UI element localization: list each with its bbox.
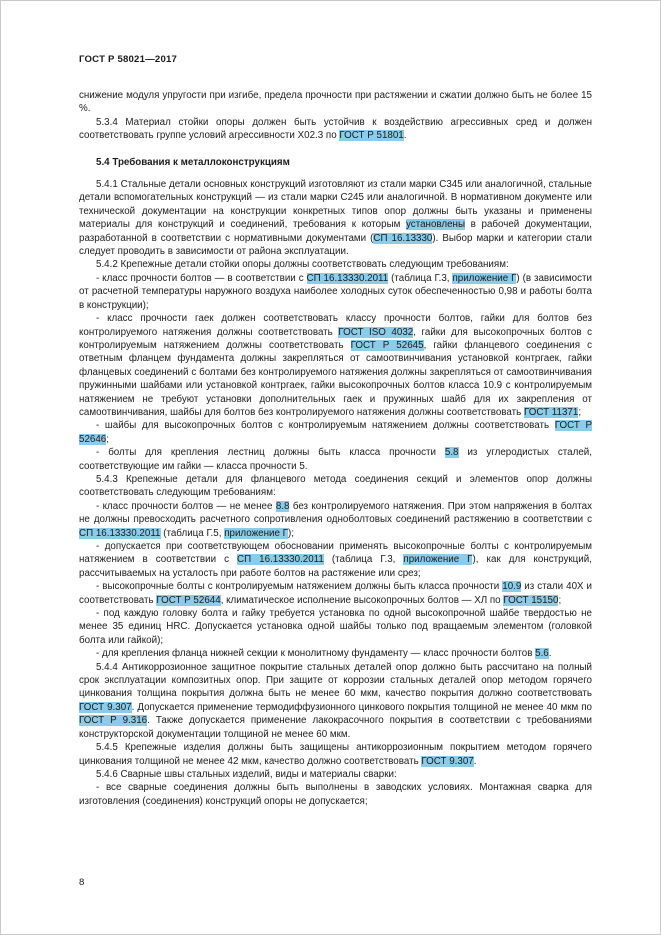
text-run: . <box>403 130 407 142</box>
text-run: - для крепления фланца нижней секции к монолитному фундаменту — класс прочности болтов <box>96 648 536 660</box>
text-run: 5.4.3 Крепежные детали для фланцевого метода соединения секций и элементов опор должны соответствовать следующим требованиям: <box>79 473 592 499</box>
paragraph <box>79 178 592 258</box>
reference-link-highlight[interactable]: 8.8 <box>275 500 290 512</box>
reference-link-highlight[interactable]: СП 16.13330 <box>373 232 433 244</box>
text-run: . <box>548 648 552 660</box>
reference-link-highlight[interactable]: ГОСТ 11371 <box>523 406 579 418</box>
reference-link-highlight[interactable]: 10.9 <box>502 581 522 593</box>
text-run: (таблица Г.5, <box>160 527 225 539</box>
paragraph <box>79 647 592 660</box>
text-run: - допускается при соответствующем обосновании применять высокопрочные болты с контролируемым натяжением в соответствии с <box>79 541 592 566</box>
reference-link-highlight[interactable]: приложение Г <box>224 527 288 539</box>
text-run: - класс прочности болтов — в соответствии с <box>96 272 307 284</box>
text-run: (таблица Г.3, <box>388 272 453 284</box>
reference-link-highlight[interactable]: приложение Г <box>452 272 517 284</box>
text-run: ). Выбор марки и категории стали следует проводить в зависимости от района эксплуатации. <box>79 232 592 258</box>
reference-link-highlight[interactable]: установлены <box>406 219 465 231</box>
text-run: ); <box>287 527 294 539</box>
reference-link-highlight[interactable]: 5.8 <box>444 447 459 459</box>
text-run: , гайки для высокопрочных болтов с контролируемым натяжением должны соответствовать <box>79 326 592 351</box>
paragraph <box>79 768 592 781</box>
text-run: ; <box>558 594 562 606</box>
paragraph <box>79 580 592 607</box>
paragraph <box>79 89 592 116</box>
reference-link-highlight[interactable]: приложение Г <box>403 554 473 566</box>
text-run: . Допускается применение термодиффузионного цинкового покрытия толщиной не менее 40 мкм по <box>131 701 592 713</box>
text-run: - все сварные соединения должны быть выполнены в заводских условиях. Монтажная сварка для изготовления (соединения) конструкций опоры не допускается; <box>79 782 592 807</box>
text-run: - болты для крепления лестниц должны быть класса прочности <box>96 447 445 459</box>
section-heading <box>79 156 592 169</box>
paragraph <box>79 116 592 143</box>
text-run: ; <box>578 406 582 418</box>
paragraph <box>79 741 592 768</box>
text-run: в рабочей документации, разработанной в соответствии с нормативными документами ( <box>79 219 592 244</box>
text-run: 5.4.4 Антикоррозионное защитное покрытие стальных деталей опор должно быть рассчитано на полный срок эксплуатации композитных опор. При защите от коррозии стальных деталей опор методом горячего цинкования толщина покрытия должна быть не менее 60 мкм, качество покрытия должно соответствовать <box>79 661 592 700</box>
document-header: ГОСТ Р 58021—2017 <box>79 54 178 65</box>
paragraph <box>79 500 592 540</box>
reference-link-highlight[interactable]: ГОСТ Р 9.316 <box>79 715 148 727</box>
page-number: 8 <box>79 877 85 888</box>
text-run: из углеродистых сталей, соответствующие им гайки — класса прочности 5. <box>79 447 592 472</box>
text-run: без контролируемого натяжения. При этом напряжения в болтах не должны превосходить расчетного сопротивления одноболтовых соединений растяжению в соответствии с <box>79 500 592 526</box>
paragraph <box>79 661 592 741</box>
text-run: ) (в зависимости от расчетной температуры наружного воздуха наиболее холодных суток обеспеченностью 0,98 и работы болта в конструкции); <box>79 272 592 311</box>
paragraph <box>79 540 592 580</box>
reference-link-highlight[interactable]: ГОСТ 9.307 <box>421 755 474 767</box>
text-run: - класс прочности болтов — не менее <box>96 500 276 512</box>
text-run: 5.3.4 Материал стойки опоры должен быть устойчив к воздействию агрессивных сред и должен соответствовать группе условий агрессивности Х02.3 по <box>79 116 592 142</box>
document-body <box>79 89 592 808</box>
reference-link-highlight[interactable]: ГОСТ 9.307 <box>79 701 132 713</box>
paragraph <box>79 419 592 446</box>
text-run: . Также допускается применение лакокрасочного покрытия в соответствии с требованиями конструкторской документации толщиной не менее 60 мкм. <box>79 715 593 740</box>
reference-link-highlight[interactable]: ГОСТ Р 52646 <box>79 420 592 445</box>
paragraph <box>79 446 592 473</box>
paragraph <box>79 781 592 808</box>
text-run: - шайбы для высокопрочных болтов с контролируемым натяжением должны соответствовать <box>96 420 555 432</box>
reference-link-highlight[interactable]: СП 16.13330.2011 <box>237 554 324 566</box>
paragraph <box>79 473 592 500</box>
text-run: 5.4 Требования к металлоконструкциям <box>96 156 290 168</box>
reference-link-highlight[interactable]: СП 16.13330.2011 <box>306 272 389 284</box>
reference-link-highlight[interactable]: ГОСТ Р 52644 <box>156 594 221 606</box>
reference-link-highlight[interactable]: СП 16.13330.2011 <box>79 527 161 539</box>
text-run: ; <box>106 433 109 445</box>
text-run: , гайки фланцевого соединения с ответным фланцем фундамента должны закрепляться от самоотвинчивания установкой контргаек, гайки фланцевых соединений с болтами без контролируемого натяжения должны закрепляться от самоотвинчивания пружинными шайбами или установкой контргаек, гайки высокопрочных болтов класса 10.9 с контролируемым натяжением не требуют установки дополнительных гаек и пружинных шайб для их закрепления от самоотвинчивания, шайбы для болтов без контролируемого натяжения должны соответствовать <box>79 339 592 418</box>
paragraph <box>79 607 592 647</box>
text-run: 5.4.6 Сварные швы стальных изделий, виды и материалы сварки: <box>96 768 397 780</box>
text-run: - класс прочности гаек должен соответствовать классу прочности болтов, гайки для болтов без контролируемого натяжения должны соответствовать <box>79 313 592 338</box>
reference-link-highlight[interactable]: ГОСТ Р 51801 <box>339 130 404 142</box>
text-run: . <box>473 755 477 767</box>
text-run: (таблица Г.3, <box>323 554 404 566</box>
paragraph <box>79 272 592 312</box>
reference-link-highlight[interactable]: ГОСТ 15150 <box>503 594 559 606</box>
text-run: - высокопрочные болты с контролируемым натяжением должны быть класса прочности <box>96 581 503 593</box>
text-run: 5.4.5 Крепежные изделия должны быть защищены антикоррозионным покрытием методом горячего цинкования толщиной не менее 42 мкм, качество должно соответствовать <box>79 742 592 767</box>
text-run: из стали 40Х и соответствовать <box>79 581 592 606</box>
reference-link-highlight[interactable]: 5.6 <box>535 648 549 660</box>
text-run: 5.4.2 Крепежные детали стойки опоры должны соответствовать следующим требованиям: <box>96 259 509 271</box>
text-run: , климатическое исполнение высокопрочных болтов — ХЛ по <box>220 594 504 606</box>
reference-link-highlight[interactable]: ГОСТ ISO 4032 <box>338 326 414 338</box>
text-run: - под каждую головку болта и гайку требуется установка по одной высокопрочной шайбе твердостью не менее 35 единиц HRC. Допускается установка одной шайбы только под вращаемым элементом (головкой болта или гайкой); <box>79 608 592 646</box>
paragraph <box>79 258 592 271</box>
reference-link-highlight[interactable]: ГОСТ Р 52645 <box>350 339 424 351</box>
text-run: ), как для конструкций, рассчитываемых на усталость при работе болтов на растяжение или срез; <box>79 554 592 579</box>
text-run: 5.4.1 Стальные детали основных конструкций изготовляют из стали марки С345 или аналогичной, стальные детали вспомогательных конструкций — из стали марки С245 или аналогичной. В нормативном документе или технической документации на конструкции конкретных типов опор должны быть указаны и применены материалы для конструкций и соединений, требования к которым <box>79 179 592 231</box>
paragraph <box>79 312 592 419</box>
text-run: снижение модуля упругости при изгибе, предела прочности при растяжении и сжатии должно быть не более 15 %. <box>79 90 592 115</box>
